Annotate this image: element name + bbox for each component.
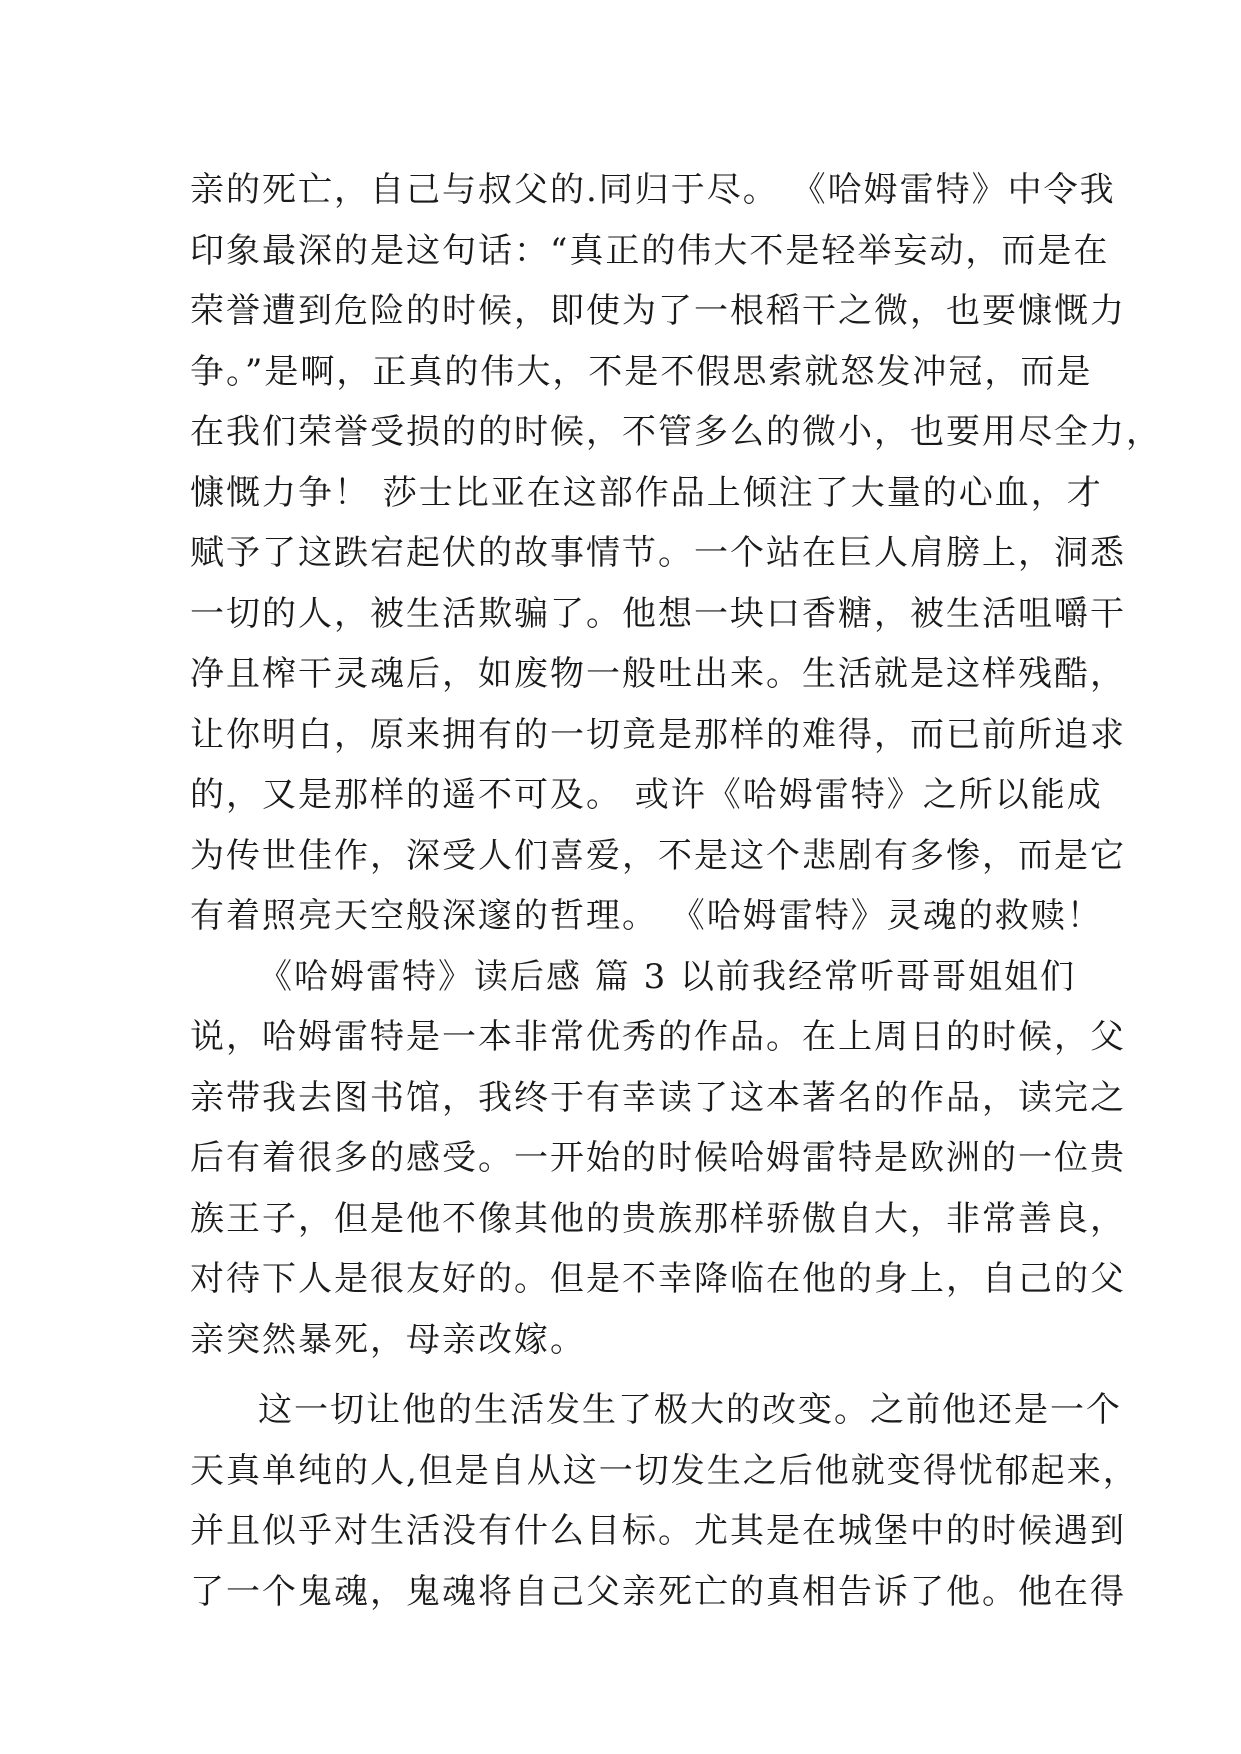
text-line: 印象最深的是这句话：“真正的伟大不是轻举妄动，而是在 <box>190 230 1110 271</box>
paragraph-3 <box>190 1380 1139 1622</box>
text-line: 了一个鬼魂，鬼魂将自己父亲死亡的真相告诉了他。他在得 <box>190 1571 1126 1612</box>
text-line: 为传世佳作，深受人们喜爱，不是这个悲剧有多惨，而是它 <box>190 835 1126 876</box>
text-line: 对待下人是很友好的。但是不幸降临在他的身上，自己的父 <box>190 1259 1126 1299</box>
paragraph-spacing <box>190 1370 1070 1380</box>
text-line: 有着照亮天空般深邃的哲理。 《哈姆雷特》灵魂的救赎！ <box>190 896 1103 936</box>
text-line: 亲的死亡，自己与叔父的.同归于尽。 《哈姆雷特》中令我 <box>190 170 1116 210</box>
text-line: 天真单纯的人,但是自从这一切发生之后他就变得忧郁起来， <box>190 1450 1139 1491</box>
section-heading-line: 《哈姆雷特》读后感 篇 3 以前我经常听哥哥姐姐们 <box>258 956 1077 997</box>
text-line: 赋予了这跌宕起伏的故事情节。一个站在巨人肩膀上，洞悉 <box>190 533 1126 573</box>
text-line: 争。”是啊，正真的伟大，不是不假思索就怒发冲冠，而是 <box>190 351 1093 392</box>
text-line: 一切的人，被生活欺骗了。他想一块口香糖，被生活咀嚼干 <box>190 593 1126 634</box>
text-line: 族王子，但是他不像其他的贵族那样骄傲自大，非常善良， <box>190 1198 1126 1239</box>
text-line: 的，又是那样的遥不可及。 或许《哈姆雷特》之所以能成 <box>190 775 1103 815</box>
text-line: 净且榨干灵魂后，如废物一般吐出来。生活就是这样残酷， <box>190 654 1126 694</box>
text-line: 让你明白，原来拥有的一切竟是那样的难得，而已前所追求 <box>190 714 1126 755</box>
text-line: 亲突然暴死，母亲改嫁。 <box>190 1319 586 1360</box>
paragraph-2 <box>190 947 1126 1371</box>
text-line: 这一切让他的生活发生了极大的改变。之前他还是一个 <box>258 1390 1122 1430</box>
text-line: 慷慨力争！ 莎士比亚在这部作品上倾注了大量的心血，才 <box>190 472 1103 513</box>
text-line: 后有着很多的感受。一开始的时候哈姆雷特是欧洲的一位贵 <box>190 1138 1126 1178</box>
text-line: 并且似乎对生活没有什么目标。尤其是在城堡中的时候遇到 <box>190 1511 1126 1551</box>
text-line: 亲带我去图书馆，我终于有幸读了这本著名的作品，读完之 <box>190 1077 1126 1118</box>
paragraph-1 <box>190 160 1162 947</box>
text-line: 荣誉遭到危险的时候，即使为了一根稻干之微，也要慷慨力 <box>190 291 1126 331</box>
text-line: 在我们荣誉受损的的时候，不管多么的微小，也要用尽全力， <box>190 412 1162 452</box>
document-body <box>190 160 1162 1622</box>
text-line: 说，哈姆雷特是一本非常优秀的作品。在上周日的时候，父 <box>190 1017 1126 1057</box>
